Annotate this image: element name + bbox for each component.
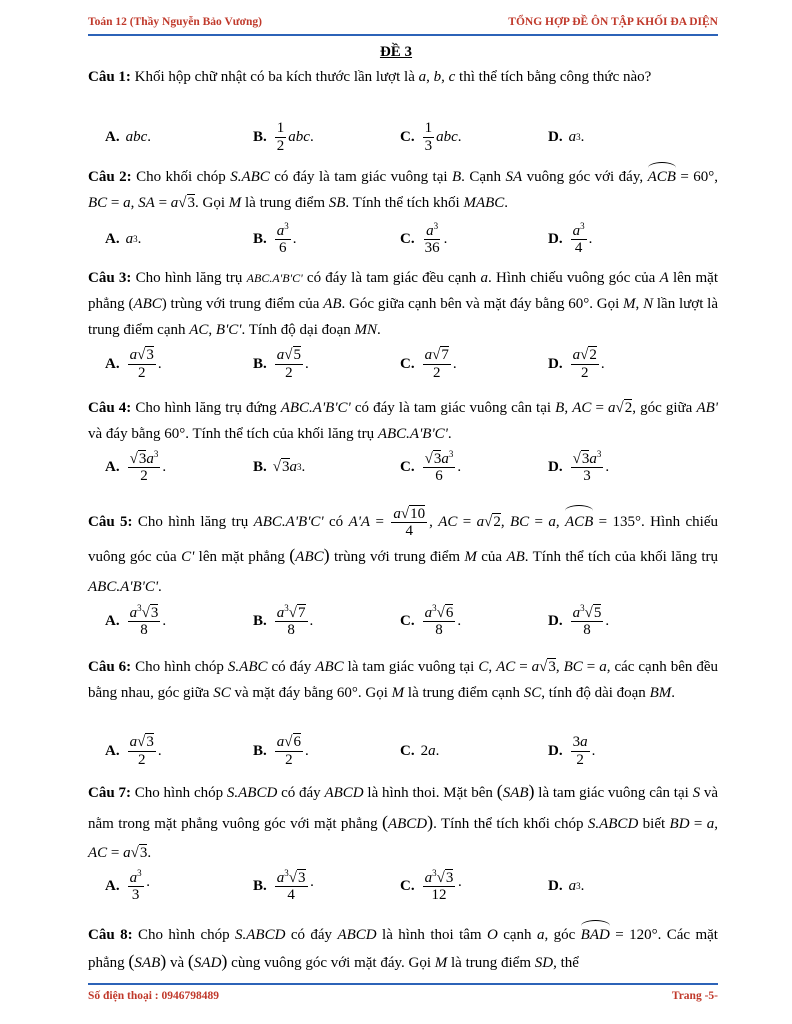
option-c[interactable]: C. $\frac{a^3√3}{12}$ · [400,867,463,903]
question-4-options [105,444,705,490]
option-b[interactable]: B. $\frac{a√5}{2}$ . [253,347,309,381]
option-d[interactable]: D. $\frac{a√2}{2}$ . [548,347,605,381]
option-b[interactable]: B. √ 3 a 3 . [253,458,306,475]
question-8: Câu 8: Cho hình chóp S.ABCD có đáy ABCD là hình thoi tâm O cạnh a, góc BAD = 120°. Các mặt phẳng (SAB) và (SAD) cùng vuông góc với mặt đáy. Gọi M là trung điểm SD, thể [88,920,718,976]
option-d[interactable]: D. $\frac{a^3}{4}$ . [548,220,593,256]
footer-page-number: Trang -5- [671,990,718,1002]
page-title: ĐỀ 3 [379,44,413,60]
option-b[interactable]: B. $\frac{1}{2}$ abc . [253,120,314,154]
option-b[interactable]: B. $\frac{a^3√3}{4}$ · [253,867,315,903]
option-a[interactable]: A. $\frac{a^3√3}{8}$ . [105,602,167,638]
question-7-options [105,863,705,909]
question-3: Câu 3: Cho hình lăng trụ ABC.A'B'C' có đáy là tam giác đều cạnh a. Hình chiếu vuông góc của A lên mặt phẳng (ABC) trùng với trung điểm của AB. Góc giữa cạnh bên và mặt đáy bằng 60°. Gọi M, N lần lượt là trung điểm cạnh AC, B'C'. Tính độ dại đoạn MN. [88,270,719,338]
option-a[interactable]: A. a 3 . [105,230,142,247]
option-b[interactable]: B. $\frac{a^3√7}{8}$ . [253,602,314,638]
option-a[interactable]: A. abc . [105,128,152,145]
question-2: Câu 2: Cho khối chóp S.ABC có đáy là tam giác vuông tại B. Cạnh SA vuông góc với đáy, ACB = 60°, BC = a, SA = a√3. Gọi M là trung điểm SB. Tính thể tích khối MABC. [88,162,718,216]
option-a[interactable]: A. $\frac{a^3}{3}$ · [105,867,151,903]
option-d[interactable]: D. $\frac{a^3√5}{8}$ . [548,602,610,638]
question-2-options [105,216,705,262]
question-5: Câu 5: Cho hình lăng trụ ABC.A'B'C' có A'A = $\frac{a√10}{4}$ , AC = a√2, BC = a, ACB = 135°. Hình chiếu vuông góc của C' lên mặt phẳng (ABC) trùng với trung điểm M của AB. Tính thể tích của khối lăng trụ ABC.A'B'C'. [88,505,718,595]
question-4: Câu 4: Cho hình lăng trụ đứng ABC.A'B'C' có đáy là tam giác vuông cân tại B, AC = a√2, góc giữa AB' và đáy bằng 60°. Tính thể tích của khối lăng trụ ABC.A'B'C'. [88,400,718,442]
option-c[interactable]: C. $\frac{a√7}{2}$ . [400,347,457,381]
option-c[interactable]: C. $\frac{√3a^3}{6}$ . [400,448,462,484]
page-footer [88,983,718,1002]
question-5-options [105,598,705,644]
option-b[interactable]: B. $\frac{a√6}{2}$ . [253,734,309,768]
page-header [88,12,718,36]
option-d[interactable]: D. $\frac{√3a^3}{3}$ . [548,448,610,484]
question-6-options [105,728,705,774]
question-1-options [105,114,705,160]
option-b[interactable]: B. $\frac{a^3}{6}$ . [253,220,297,256]
option-a[interactable]: A. $\frac{√3a^3}{2}$ . [105,448,167,484]
option-a[interactable]: A. $\frac{a√3}{2}$ . [105,347,162,381]
option-c[interactable]: C. 2 a . [400,742,440,759]
header-right: TỔNG HỢP ĐỀ ÔN TẬP KHỐI ĐA DIỆN [508,16,718,28]
question-7: Câu 7: Cho hình chóp S.ABCD có đáy ABCD là hình thoi. Mặt bên (SAB) là tam giác vuông cân tại S và nằm trong mặt phẳng vuông góc với mặt phẳng (ABCD). Tính thể tích khối chóp S.ABCD biết BD = a, AC = a√3. [88,781,718,861]
question-3-options [105,341,705,387]
option-c[interactable]: C. $\frac{a^3√6}{8}$ . [400,602,462,638]
header-left: Toán 12 (Thầy Nguyễn Bảo Vương) [88,16,262,28]
option-d[interactable]: D. $\frac{3a}{2}$ . [548,734,596,768]
question-6: Câu 6: Cho hình chóp S.ABC có đáy ABC là tam giác vuông tại C, AC = a√3, BC = a, các cạnh bên đều bằng nhau, góc giữa SC và mặt đáy bằng 60°. Gọi M là trung điểm cạnh SC, tính độ dài đoạn BM. [88,659,718,701]
option-d[interactable]: D. a 3 . [548,128,585,145]
footer-phone: Số điện thoại : 0946798489 [88,990,219,1002]
option-c[interactable]: C. $\frac{a^3}{36}$ . [400,220,448,256]
option-a[interactable]: A. $\frac{a√3}{2}$ . [105,734,162,768]
option-c[interactable]: C. $\frac{1}{3}$ abc . [400,120,462,154]
option-d[interactable]: D. a 3 . [548,877,585,894]
question-1: Câu 1: Khối hộp chữ nhật có ba kích thước lần lượt là a, b, c thì thể tích bằng công thức nào? [88,69,652,85]
